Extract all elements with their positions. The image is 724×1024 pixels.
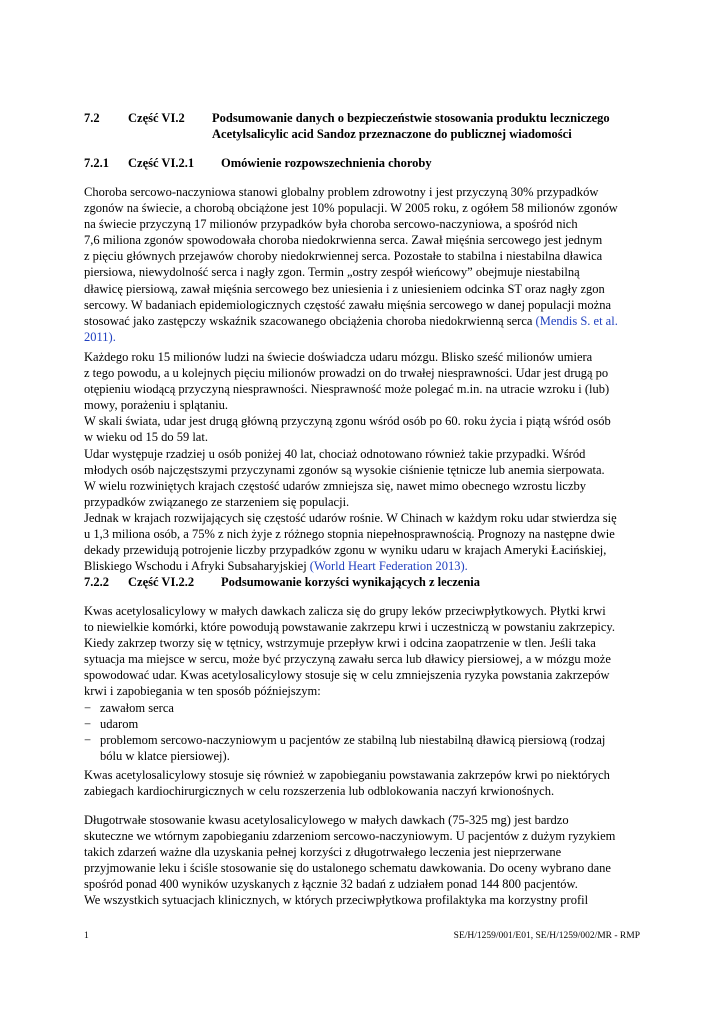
text-line: krwi i zapobiegania w ten sposób późniejszym: [84, 684, 321, 699]
section-number: 7.2 [84, 111, 100, 125]
text-line: u 1,3 miliona osób, a 75% z nich żyje z różnego stopnia niepełnosprawnością. Prognozy na następne dwie [84, 527, 615, 542]
text-line: sercowy. W badaniach epidemiologicznych częstość zawału mięśnia sercowego w danej populacji można [84, 297, 612, 312]
bullet-dash: − [84, 732, 92, 747]
text-line: Kiedy zakrzep tworzy się w tętnicy, wstrzymuje przepływ krwi i odcina zaopatrzenie w tlen. Jeśli taka [84, 636, 596, 651]
text-line: W wielu rozwiniętych krajach częstość udarów zmniejsza się, nawet mimo obecnego wzrostu liczby [84, 478, 587, 493]
text-line: spośród ponad 400 wyników uzyskanych z łącznie 32 badań z udziałem ponad 144 800 pacjentów. [84, 877, 578, 892]
list-item-text: problemom sercowo-naczyniowym u pacjentów ze stabilną lub niestabilną dławicą piersiową (rodzaj [100, 732, 606, 747]
text-line [84, 558, 644, 574]
text-line: Jednak w krajach rozwijających się częstość udarów rośnie. W Chinach w każdym roku udar stwierdza się [84, 510, 617, 525]
paragraph-cardiosurgery [84, 767, 644, 799]
section-title: Podsumowanie korzyści wynikających z leczenia [221, 575, 481, 589]
text-line: młodych osób najczęstszymi przyczynami zgonów są wysokie ciśnienie tętnicze lub anemia sierpowata. [84, 462, 605, 477]
list-item [84, 732, 644, 748]
list-item-text: zawałom serca [100, 700, 174, 715]
list-item [84, 716, 644, 732]
section-heading-7-2-2 [84, 574, 644, 590]
text-fragment: stosować jako zastępczy wskaźnik szacowanego obciążenia choroba niedokrwienną serca [84, 313, 536, 328]
bullet-dash: − [84, 700, 92, 715]
section-number: 7.2.2 [84, 575, 109, 589]
section-title-line2: Acetylsalicylic acid Sandoz przeznaczone do publicznej wiadomości [212, 127, 572, 141]
text-line: w wieku od 15 do 59 lat. [84, 430, 208, 445]
text-line: takich zdarzeń ważne dla uzyskania pełnej korzyści z długotrwałego leczenia jest nieprzerwane [84, 845, 562, 860]
text-line: sytuacja ma miejsce w sercu, może być przyczyną zawału serca lub dławicy piersiowej, a w mózgu może [84, 652, 611, 667]
text-line: zabiegach kardiochirurgicznych w celu rozszerzenia lub odblokowania naczyń krwionośnych. [84, 784, 555, 799]
text-line: zgonów na świecie, a chorobą obciążone jest 10% populacji. W 2005 roku, z ogółem 58 milionów zgonów [84, 201, 618, 216]
text-line: Kwas acetylosalicylowy w małych dawkach zalicza się do grupy leków przeciwpłytkowych. Płytki krwi [84, 604, 606, 618]
section-heading-7-2-1 [84, 155, 644, 171]
text-line: W skali świata, udar jest drugą główną przyczyną zgonu wśród osób po 60. roku życia i piątą wśród osób [84, 414, 611, 429]
section-part: Część VI.2 [128, 111, 185, 125]
reference-link[interactable]: (World Heart Federation 2013). [309, 559, 468, 574]
text-line: Długotrwałe stosowanie kwasu acetylosalicylowego w małych dawkach (75-325 mg) jest bardzo [84, 813, 569, 827]
section-part: Część VI.2.2 [128, 575, 195, 589]
section-heading-7-2 [84, 110, 644, 144]
text-line: z pięciu głównych przejawów choroby niedokrwiennej serca. Pozostałe to stabilna i niestabilna dławica [84, 249, 603, 264]
bullet-dash: − [84, 716, 92, 731]
text-line: We wszystkich sytuacjach klinicznych, w których przeciwpłytkowa profilaktyka ma korzystny profil [84, 893, 589, 908]
list-item-continuation: bólu w klatce piersiowej). [100, 748, 230, 763]
reference-link[interactable]: (Mendis S. et al. [535, 313, 618, 328]
reference-link-continuation[interactable]: 2011). [84, 329, 116, 344]
text-line: piersiowa, niewydolność serca i nagły zgon. Termin „ostry zespół wieńcowy” obejmuje niestabilną [84, 265, 580, 280]
text-line: z tego powodu, a u kolejnych pięciu milionów prowadzi on do trwałej niesprawności. Udar jest drugą po [84, 366, 609, 381]
paragraph-benefits [84, 603, 644, 764]
text-line: przyjmowanie leku i ściśle stosowanie się do ustalonego schematu dawkowania. Do oceny wybrano dane [84, 861, 611, 876]
text-line: Kwas acetylosalicylowy stosuje się również w zapobieganiu powstawania zakrzepów krwi po niektórych [84, 768, 610, 782]
section-title-line1: Podsumowanie danych o bezpieczeństwie stosowania produktu leczniczego [212, 111, 610, 125]
section-part: Część VI.2.1 [128, 156, 195, 170]
document-reference: SE/H/1259/001/E01, SE/H/1259/002/MR - RMP [453, 931, 640, 941]
text-line: otępieniu wiodącą przyczyną niesprawności. Niesprawność może polegać m.in. na utracie wzroku i (lub) [84, 382, 610, 397]
section-number: 7.2.1 [84, 156, 109, 170]
text-line: spowodować udar. Kwas acetylosalicylowy stosuje się w celu zmniejszenia ryzyka powstania zakrzepów [84, 668, 610, 683]
text-line: dławicę piersiową, zawał mięśnia sercowego bez uniesienia i z uniesieniem odcinka ST oraz nagły zgon [84, 281, 605, 296]
list-item [84, 700, 644, 716]
text-line: przypadków związanego ze starzeniem się populacji. [84, 494, 350, 509]
text-line: to niewielkie komórki, które powodują powstawanie zakrzepu krwi i uczestniczą w powstaniu zakrzepicy. [84, 620, 615, 635]
text-line: na świecie przyczyną 17 milionów przypadków była choroba sercowo-naczyniowa, a spośród nich [84, 217, 578, 232]
text-line: Każdego roku 15 milionów ludzi na świecie doświadcza udaru mózgu. Blisko sześć milionów umiera [84, 350, 593, 364]
paragraph-long-term-use [84, 812, 644, 909]
text-line: 7,6 miliona zgonów spowodowała choroba niedokrwienna serca. Zawał mięśnia sercowego jest jednym [84, 233, 603, 248]
text-fragment: Bliskiego Wschodu i Afryki Subsaharyjskiej [84, 559, 310, 574]
text-line: dekady przewidują potrojenie liczby przypadków zgonu w wyniku udaru w krajach Ameryki Łacińskiej, [84, 543, 607, 558]
text-line: skuteczne we wtórnym zapobieganiu zdarzeniom sercowo-naczyniowym. U pacjentów z dużym ryzykiem [84, 829, 616, 844]
text-line [84, 313, 644, 329]
paragraph-stroke [84, 349, 644, 574]
text-line: Udar występuje rzadziej u osób poniżej 40 lat, chociaż odnotowano również takie przypadki. Wśród [84, 446, 586, 461]
list-item-text: udarom [100, 716, 139, 731]
section-title: Omówienie rozpowszechnienia choroby [221, 156, 432, 170]
text-line: mowy, porażeniu i splątaniu. [84, 398, 228, 413]
text-line: Choroba sercowo-naczyniowa stanowi globalny problem zdrowotny i jest przyczyną 30% przypadków [84, 185, 599, 199]
paragraph-cardiovascular [84, 184, 644, 345]
page-number: 1 [84, 931, 89, 941]
